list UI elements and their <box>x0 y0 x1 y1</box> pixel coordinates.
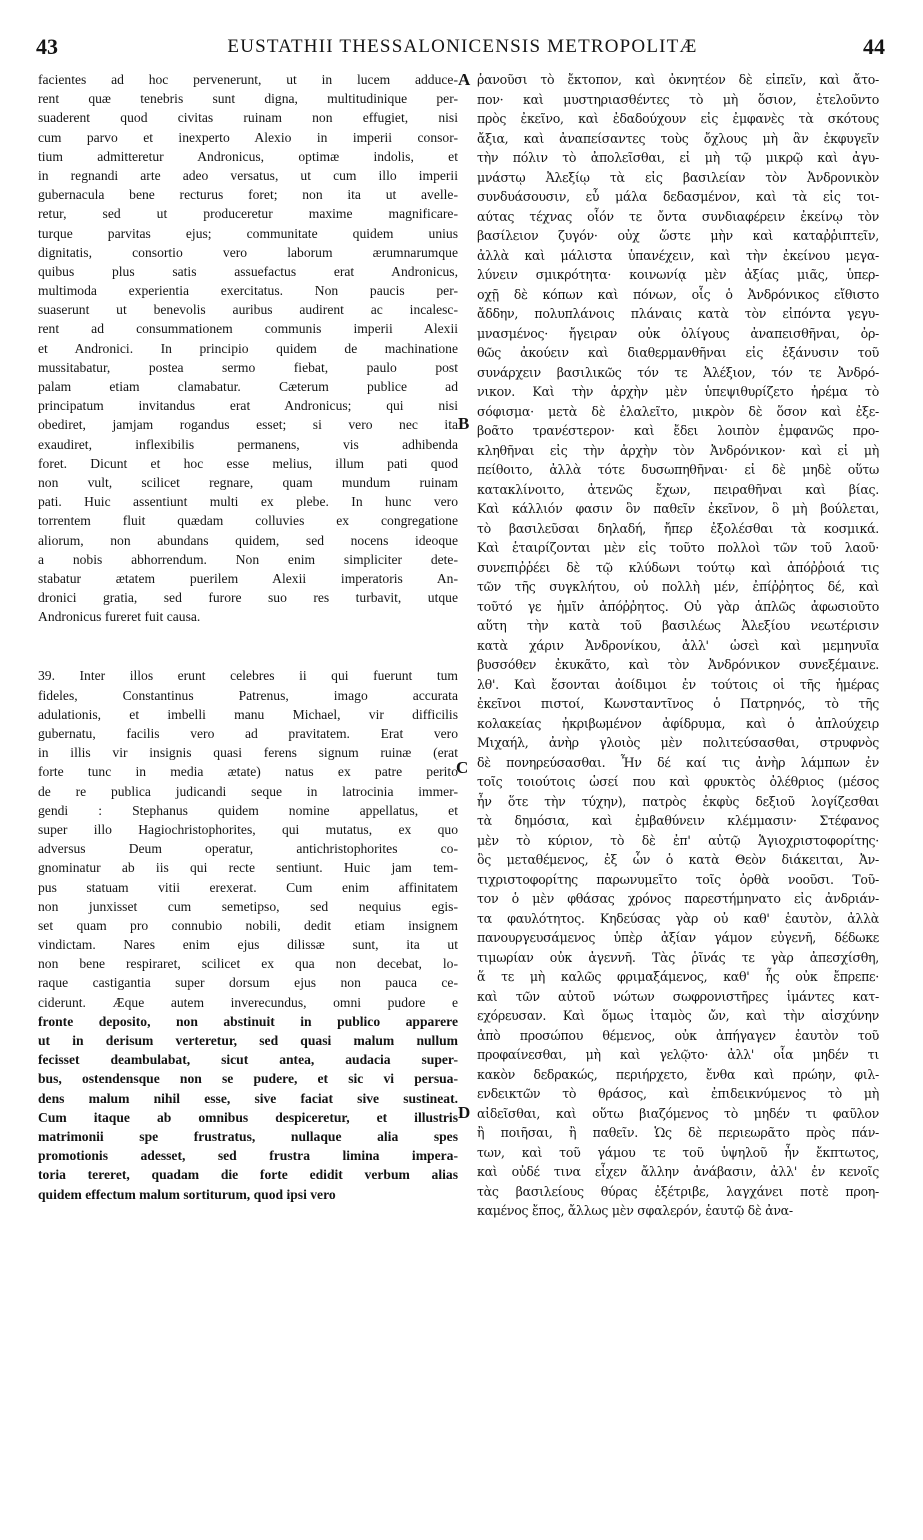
text-line: stabatur ætatem puerilem Alexii imperatoris An- <box>38 570 458 586</box>
text-line: pus statuam vitii erexerat. Cum enim affinitatem <box>38 879 458 895</box>
text-line: raque castigantia super dorsum ejus non pauca ce- <box>38 975 458 991</box>
page-header <box>0 34 923 70</box>
paragraph-gap <box>38 626 458 666</box>
text-line: adulationis, et imbelli manu Michael, vir difficilis <box>38 706 458 722</box>
text-line: κατὰ χάριν Ἀνδρονίκου, ἀλλ' ὡσεὶ καὶ μεμηνυῖα <box>477 637 879 653</box>
text-line: μνασμένος· ἤγειραν οὐκ ὀλίγους ἀναπεισθῆναι, ὀρ- <box>477 325 879 341</box>
text-line: promotionis adesset, sed frustra limina impera- <box>38 1148 458 1164</box>
text-line: τὰς βασιλείους θύρας ἐξέτριβε, λαγχάνει ποτὲ προη- <box>477 1183 879 1199</box>
text-line: τῶν τῆς συγκλήτου, οὐ πολλὴ μέν, ἐπίῤῥητος δέ, καὶ <box>477 579 879 594</box>
text-line: ἢ ποιῆσαι, ἢ παθεῖν. Ὡς δὲ περιεωρᾶτο πρὸς πάν- <box>477 1125 879 1140</box>
text-line: ἄξια, καὶ ἀναπείσαντες τοὺς ὄχλους μὴ ἂν ἐκφυγεῖν <box>477 130 879 146</box>
text-line: συνάρχειν βασιλικῶς τόν τε Ἀλέξιον, τόν τε Ἀνδρό- <box>477 364 879 380</box>
text-line: et Andronici. In principio quidem de machinatione <box>38 340 458 356</box>
text-line: τὴν πόλιν τὸ ἀπολεῖσθαι, εἰ μὴ τῷ μικρῷ καὶ ἀγυ- <box>477 150 879 165</box>
text-line: torrentem fluit quædam colluvies ex congregatione <box>38 513 458 529</box>
text-line: βοᾶτο τρανέστερον· καὶ ἔδει λοιπὸν ἐμφανῶς προ- <box>477 423 879 438</box>
text-line: μὲν τὸ κύριον, τὸ δὲ ἐπ' αὐτῷ Ἁγιοχριστοφορίτης· <box>477 832 879 848</box>
text-line: cum parvo et inexperto Alexio in imperii consor- <box>38 129 458 145</box>
text-line: τοῖς τοιούτοις ὡσεί που καὶ φρυκτὸς ὀλέθριος (μέσος <box>477 774 879 789</box>
text-line: rent quæ tenebris sunt digna, multitudinique per- <box>38 91 458 107</box>
running-title: EUSTATHII THESSALONICENSIS METROPOLITÆ <box>227 36 698 57</box>
text-line: ενδεικτῶν τὸ θράσος, καὶ ἐπιδεικνύμενος τὸ μὴ <box>477 1086 879 1101</box>
text-line: προφαίνεσθαι, μὴ καὶ γελῷτο· ἀλλ' οἷα μηδέν τι <box>477 1047 879 1062</box>
latin-paragraph-2 <box>38 666 458 1203</box>
text-line: aliorum, non abundans quidem, sed nocens ideoque <box>38 532 458 548</box>
text-line: ciderunt. Æque autem inverecundus, omni pudore e <box>38 994 458 1010</box>
text-line: fideles, Constantinus Patrenus, imago accurata <box>38 687 458 703</box>
text-line: σόφισμα· μετὰ δὲ ἐλαλεῖτο, μικρὸν δὲ ὅσον καὶ ἐξε- <box>477 403 879 419</box>
text-line: super illo Hagiochristophorites, qui mutatus, ex quo <box>38 821 458 837</box>
text-line: ut in derisum verteretur, sed quasi malum nullum <box>38 1033 458 1048</box>
text-line: οχῇ δὲ κόπων καὶ πόνων, οἷς ὁ Ἀνδρόνικος εἴθιστο <box>477 286 879 302</box>
text-line: suaderent quod civitas ruinam non effugiet, nisi <box>38 110 458 126</box>
text-line: dronici gratia, sed furore suo res turbavit, utque <box>38 590 458 606</box>
text-line: πρὸς ἐκεῖνο, καὶ ἐδαδούχουν εἰς ἐμφανὲς τὰ σκότους <box>477 111 879 126</box>
text-line: matrimonii spe frustratus, nullaque alia spes <box>38 1128 458 1144</box>
text-line: πείθοιτο, ἀλλὰ τότε δυσωπηθῆναι· εἰ δὲ μηδὲ οὕτω <box>477 462 879 477</box>
text-line: mussitabatur, postea sermo fiebat, paulo post <box>38 359 458 375</box>
text-line: συνδυάσουσιν, εὖ μάλα δεδασμένον, καὶ τὰ εἰς τοι- <box>477 189 879 204</box>
latin-column <box>38 70 458 1204</box>
text-line: τιμωρίαν οὐκ ἀγεννῆ. Τὰς ῥῖνάς τε γὰρ ἀπεσχίσθη, <box>477 949 879 965</box>
text-line: ἀλλὰ καὶ μάλιστα ὑπανέχειν, καὶ τὴν ἐκείνου μεγα- <box>477 247 879 263</box>
text-line: καὶ τῶν αὐτοῦ νώτων σωφρονιστῆρες ἱμάντες κατ- <box>477 988 879 1004</box>
text-line: multimoda experientia exercitatus. Non paucis per- <box>38 283 458 299</box>
latin-paragraph-1 <box>38 70 458 626</box>
text-line: ἀπὸ προσώπου θέμενος, οὐκ ἀπήγαγεν ἑαυτὸν τοῦ <box>477 1027 879 1043</box>
text-line: foret. Dicunt et hoc esse melius, illum pati quod <box>38 455 458 471</box>
text-line: τα φαυλότητος. Κηδεύσας γὰρ οὐ καθ' ἑαυτὸν, ἀλλὰ <box>477 910 879 926</box>
text-line: λθ'. Καὶ ἔσονται ἀοίδιμοι ἐν τούτοις οἱ τῆς ἡμέρας <box>477 676 879 692</box>
text-line: obediret, jamjam rogandus esset; si vero nec ita <box>38 417 458 433</box>
text-line: tium admitteretur Andronicus, optimæ indolis, et <box>38 148 458 164</box>
text-line: suaserunt ut benevolis auribus audirent ac incalesc- <box>38 302 458 318</box>
text-line: forte tunc in media ætate) natus ex patre perito <box>38 764 458 780</box>
text-line: μνάστῳ Ἀλεξίῳ τὰ εἰς βασιλείαν τὸν Ἀνδρονικὸν <box>477 169 879 185</box>
text-line: Καὶ ἑταιρίζονται μὲν εἰς τοῦτο πολλοὶ τῶν τοῦ λαοῦ· <box>477 540 879 555</box>
text-line: de re publica judicandi seque in latrocinia immer- <box>38 783 458 799</box>
text-line: retur, sed ut produceretur maxime magnificare- <box>38 206 458 222</box>
text-line: κολακείας ἠκριβωμένον ἀφίδρυμα, καὶ ὁ ἀπλούχειρ <box>477 715 879 731</box>
margin-letter-d: D <box>458 1103 471 1122</box>
text-line: καὶ οὐδέ τινα εἶχεν ἄλλην ἀνάβασιν, ἀλλ' ἐν κενοῖς <box>477 1164 879 1179</box>
text-line: τὰ δημόσια, καὶ ἐμβαθύνειν κλέμμασιν· Στέφανος <box>477 813 879 828</box>
text-line: κατακλίνοιτο, ἀτενῶς ἔχων, πειραθῆναι καὶ βίας. <box>477 481 879 497</box>
text-line: Cum itaque ab omnibus despiceretur, et illustris <box>38 1109 458 1125</box>
text-line: gubernacula bene recturus foret; non ita ut avelle- <box>38 187 458 203</box>
text-line: quidem effectum malum sortiturum, quod ipsi vero <box>38 1186 336 1202</box>
text-line: quibus plus satis assuefactus erat Andronicus, <box>38 263 458 279</box>
text-line: pati. Huic assentiunt multi ex plebe. In hunc vero <box>38 494 458 510</box>
text-line: ἅ τε μὴ καλῶς φριμαξάμενος, καθ' ἧς οὐκ ἔπρεπε· <box>477 969 879 984</box>
text-line: palam etiam clamabatur. Cæterum publice ad <box>38 379 458 394</box>
margin-letter-c: C <box>456 758 469 777</box>
text-line: αύτας τέχνας οἷόν τε ὄντα συνδιαφέρειν ἐκείνῳ τὸν <box>477 208 879 224</box>
text-line: in illis vir insignis quasi ferens signum ruinæ (erat <box>38 745 458 761</box>
text-line: πανουργευσάμενος ὑπὲρ ἀξίαν γάμον εὐγενῆ, δέδωκε <box>477 930 879 945</box>
text-line: adversus Deum operatur, antichristophorites co- <box>38 841 458 857</box>
text-line: αἰδεῖσθαι, καὶ οὕτω βιαζόμενος τὸ μηδέν τι φαῦλον <box>477 1105 879 1121</box>
greek-column <box>477 70 879 1221</box>
text-line: συνεπιῤῥέει δὲ τῷ κλύδωνι τούτῳ καὶ ἀπόῤῥοιά τις <box>477 559 879 575</box>
text-line: principatum invitandus erat Andronicus; qui nisi <box>38 398 458 414</box>
text-line: Andronicus fureret fuit causa. <box>38 609 201 625</box>
text-line: set quam pro connubio nobili, dedit etiam insignem <box>38 917 458 933</box>
text-line: non vult, scilicet regnare, quam mundum ruinam <box>38 474 458 490</box>
text-line: dens malum nihil esse, sive faciat sive sustineat. <box>38 1090 458 1106</box>
text-line: πον· καὶ μυστηριασθέντες τὸ μὴ ὅσιον, ἐτελοῦντο <box>477 91 879 107</box>
text-line: turque parvitas ejus; communitate quidem unius <box>38 225 458 241</box>
text-line: αὕτη τὴν κατὰ τοῦ βασιλέως Ἀλεξίου νεωτέρισιν <box>477 618 879 633</box>
text-line: θῶς ἀκούειν καὶ διαθερμανθῆναι εἰς ἐξάνυσιν τοῦ <box>477 345 879 360</box>
text-line: in regnandi arte adeo versatus, ut cum illo imperii <box>38 167 458 183</box>
text-line: ἦν ὅτε τὴν τύχην), πατρὸς ἐκφὺς δεξιοῦ λογίζεσθαι <box>477 793 879 809</box>
text-line: ἐκεῖνοι πιστοί, Κωνσταντῖνος ὁ Πατρηνός, τὸ τῆς <box>477 696 879 711</box>
text-line: τοῦτό γε ἡμῖν ἀπόῤῥητος. Οὐ γὰρ ἁπλῶς ἀφωσιοῦτο <box>477 598 879 614</box>
text-line: βυσσόθεν ἐκυκᾶτο, καὶ τὸν Ἀνδρόνικον συνεξέμαινε. <box>477 657 879 672</box>
text-line: exaudiret, inflexibilis permanens, vis adhibenda <box>38 436 458 452</box>
text-line: 39. Inter illos erunt celebres ii qui fuerunt tum <box>38 668 458 684</box>
text-line: Καὶ κάλλιόν φασιν ὃν παθεῖν ἐκεῖνον, ὃ μὴ βούλεται, <box>477 501 879 516</box>
text-line: κληθῆναι εἰς τὴν ἀρχὴν τὸν Ἀνδρόνικον· καὶ εἰ μὴ <box>477 442 879 458</box>
text-line: bus, ostendensque non se pudere, et sic vi persua- <box>38 1071 458 1087</box>
text-line: ῥανοῦσι τὸ ἔκτοπον, καὶ ὀκνητέον δὲ εἰπεῖν, καὶ ἄτο- <box>477 72 879 87</box>
text-line: rent ad consummationem communis imperii Alexii <box>38 321 458 337</box>
text-line: καμένος ἔπος, ἄλλως μὲν σφαλερόν, ἑαυτῷ δὲ ἀνα- <box>477 1203 793 1218</box>
text-line: τὸ βασιλεῦσαι δηλαδή, ἤπερ ἐξολέσθαι τὰ κοσμικά. <box>477 520 879 536</box>
text-line: facientes ad hoc pervenerunt, ut in lucem adduce- <box>38 72 458 87</box>
text-line: νικον. Καὶ τὴν ἀρχὴν μὲν ὑπεψιθυρίζετο ἠρέμα τὸ <box>477 384 879 399</box>
text-line: Μιχαήλ, ἀνὴρ γλοιὸς μὲν πολιτεύσασθαι, στρυφνὸς <box>477 735 879 750</box>
text-line: βασίλειον ζυγόν· οὐχ ὥστε μὴν καὶ καταῤῥιπτεῖν, <box>477 228 879 243</box>
margin-letter-b: B <box>458 414 470 433</box>
text-line: non bene respiraret, scilicet ex qua non decebat, lo- <box>38 956 458 972</box>
text-line: τιχριστοφορίτης παρωνυμεῖτο τοῖς ὀρθὰ νοοῦσι. Τοῦ- <box>477 871 879 887</box>
page-number-right: 44 <box>863 34 885 59</box>
text-line: fecisset deambulabat, sicut antea, audacia super- <box>38 1052 458 1068</box>
text-line: ἄδδην, πολυπλάνοις πλάναις κατὰ τὸν εἰπόντα γεγυ- <box>477 306 879 321</box>
text-line: των, καὶ τοῦ γάμου τε τοῦ ὑψηλοῦ ἦν ἔκπτωτος, <box>477 1144 879 1160</box>
text-line: κακὸν δεδρακώς, περιήρχετο, ἔνθα καὶ πρώην, φιλ- <box>477 1066 879 1082</box>
text-line: gubernatu, facilis vero ad pravitatem. Erat vero <box>38 726 458 741</box>
text-line: non junxisset cum semetipso, sed nequius egis- <box>38 898 458 914</box>
text-line: εχόρευσαν. Καὶ ὅμως ἰταμὸς ὤν, καὶ τὴν αἰσχύνην <box>477 1008 879 1023</box>
text-line: δὲ πονηρεύσασθαι. Ἦν δέ καί τις ἀνὴρ λάμπων ἐν <box>477 754 879 770</box>
text-line: a nobis abhorrendum. Non enim simpliciter dete- <box>38 551 458 567</box>
page-number-left: 43 <box>36 34 58 59</box>
text-line: τον ὁ μὲν φθάσας χρόνος παρεστήμηνατο εἰς ἀνδριάν- <box>477 891 879 906</box>
text-line: λύνειν σμικρότητα· κοινωνίᾳ μὲν ἀξίας μιᾶς, ὑπερ- <box>477 267 879 282</box>
text-line: dignitatis, consortio vero laborum ærumnarumque <box>38 244 458 260</box>
text-line: fronte deposito, non abstinuit in publico apparere <box>38 1013 458 1029</box>
text-line: gendi : Stephanus quidem nomine appellatus, et <box>38 802 458 818</box>
text-line: gnominatur ab iis qui recte sentiunt. Huic jam tem- <box>38 860 458 876</box>
margin-letter-a: A <box>458 70 471 89</box>
text-line: toria tereret, quadam die forte edidit verbum alias <box>38 1167 458 1183</box>
text-line: vindictam. Nares enim ejus dilissæ sunt, ita ut <box>38 937 458 953</box>
text-line: ὃς μεταθέμενος, ἐξ ὧν ὁ κατὰ Θεὸν διάκειται, Ἀν- <box>477 852 879 867</box>
